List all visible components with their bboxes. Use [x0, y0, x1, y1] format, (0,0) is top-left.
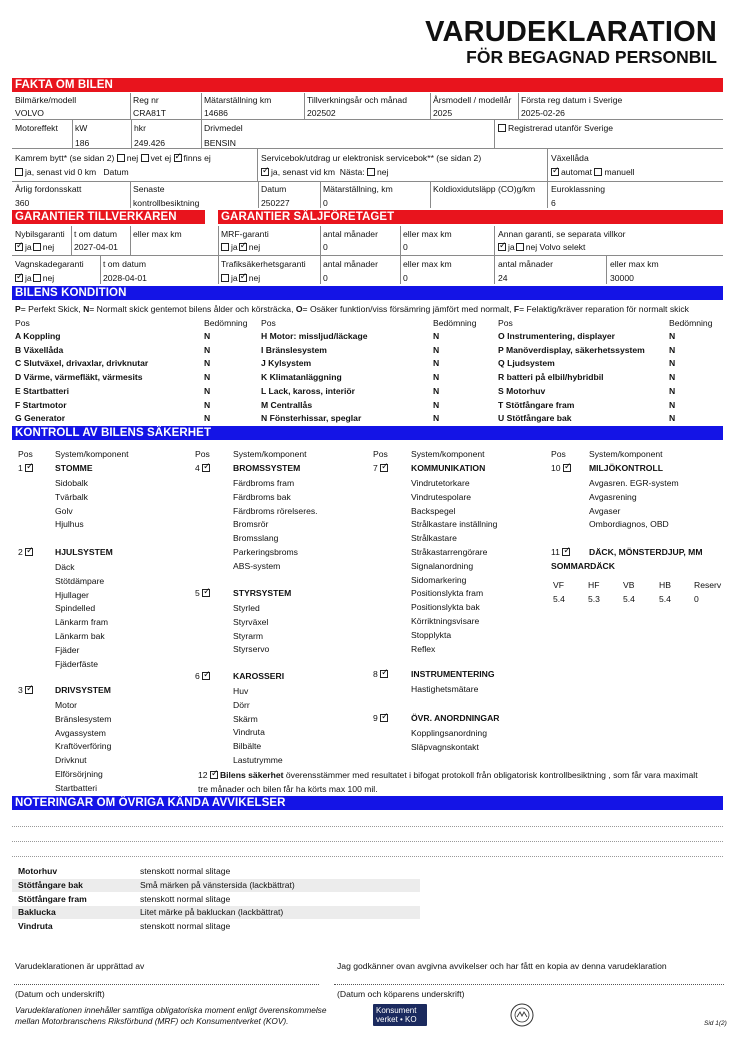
kontroll-group-checkbox[interactable] — [563, 464, 571, 472]
sig-right-sub: (Datum och köparens underskrift) — [337, 989, 465, 999]
ny-nej-checkbox[interactable] — [33, 243, 41, 251]
kontroll-group-checkbox[interactable] — [380, 670, 388, 678]
traf-months-label: antal månader — [323, 259, 378, 269]
notes-part: Baklucka — [18, 907, 56, 918]
kontroll-group-pos: 2 ✓ — [18, 547, 35, 557]
kontroll-item: Hjullager — [55, 589, 89, 600]
kontroll-group-name: ÖVR. ANORDNINGAR — [411, 713, 500, 723]
service-label: Servicebok/utdrag ur elektronisk servicebok** (se sidan 2) — [261, 153, 482, 163]
vagn-tom-label: t om datum — [103, 259, 146, 269]
kontroll-item: Hastighetsmätare — [411, 684, 479, 694]
kontroll-group-pos: 5 ✓ — [195, 588, 212, 598]
kontroll-group-name: STYRSYSTEM — [233, 588, 292, 598]
kontroll-pos-header-1: Pos — [18, 449, 33, 459]
kontroll-item: Golv — [55, 505, 73, 516]
kamrem-nej-checkbox[interactable] — [117, 154, 125, 162]
kontroll-item: Dörr — [233, 699, 250, 710]
ny-ja-checkbox[interactable] — [15, 243, 23, 251]
annan-months: 24 — [498, 273, 508, 283]
kontroll-group-name: KAROSSERI — [233, 671, 285, 681]
kontroll-item: Lastutrymme — [233, 755, 283, 765]
kontroll-item: Spindelled — [55, 603, 96, 614]
p12-row: 12 ✓ Bilens säkerhet överensstämmer med resultatet i bifogat protokoll från obligatorisk kontrollbesiktning , som får vara maximalt — [198, 770, 698, 780]
insp-date-label: Datum — [261, 184, 287, 194]
kondition-item-label: R batteri på elbil/hybridbil — [498, 372, 604, 383]
kontroll-item: Positionslykta fram — [411, 588, 484, 599]
kontroll-item: Bromsrör — [233, 519, 269, 530]
fuel-value: BENSIN — [204, 138, 236, 148]
section-garanti-tillv-header: GARANTIER TILLVERKAREN — [12, 210, 205, 224]
mrf-seal-icon — [510, 1003, 534, 1027]
kamrem-ja-row: ja, senast vid 0 km Datum — [15, 167, 129, 177]
kontroll-item: Fjäderfäste — [55, 658, 98, 669]
vagn-ja-checkbox[interactable] — [15, 274, 23, 282]
kondition-item-grade: N — [669, 385, 676, 396]
p12-checkbox[interactable] — [210, 771, 218, 779]
kond-pos-header-3: Pos — [498, 318, 513, 328]
kontroll-item: Strålkastare inställning — [411, 519, 498, 530]
first-reg-value: 2025-02-26 — [521, 108, 565, 118]
annan-row: ✓ja nej Volvo selekt — [498, 242, 585, 252]
mrf-row: ja✓ nej — [221, 242, 260, 252]
ny-date: 2027-04-01 — [74, 242, 118, 252]
kontroll-pos-header-3: Pos — [373, 449, 388, 459]
kondition-item-grade: N — [433, 413, 440, 424]
kontroll-item: Elförsörjning — [55, 769, 103, 779]
kondition-item-label: T Stötfångare fram — [498, 399, 575, 410]
kondition-legend: P= Perfekt Skick, N= Normalt skick gentemot bilens ålder och körsträcka, O= Osäker funktion/viss försämring jämfört med normalt, F= Felaktig/kräver reparation för normalt skick — [15, 304, 689, 314]
annan-ja-checkbox[interactable] — [498, 243, 506, 251]
kond-grade-header-1: Bedömning — [204, 318, 248, 328]
kontroll-item: Bromsslang — [233, 533, 279, 544]
tire-value: 5.4 — [553, 594, 565, 604]
kontroll-item: Avgaser — [589, 505, 621, 516]
kontroll-group-checkbox[interactable] — [25, 548, 33, 556]
kontroll-item: Stötdämpare — [55, 575, 105, 586]
tire-header: VF — [553, 580, 564, 590]
kondition-item-grade: N — [433, 344, 440, 355]
kontroll-group-name: STOMME — [55, 463, 93, 473]
kondition-item-label: N Fönsterhissar, speglar — [261, 413, 362, 424]
kontroll-group-name: HJULSYSTEM — [55, 547, 113, 557]
sig-left-line[interactable] — [14, 984, 319, 985]
kontroll-group-checkbox[interactable] — [562, 548, 570, 556]
kontroll-sys-header-3: System/komponent — [411, 449, 485, 459]
kontroll-group-checkbox[interactable] — [380, 464, 388, 472]
kontroll-item: Backspegel — [411, 505, 456, 516]
kondition-item-grade: N — [433, 399, 440, 410]
kontroll-item: Tvärbalk — [55, 491, 88, 502]
traf-km: 0 — [403, 273, 408, 283]
kontroll-group-pos: 3 ✓ — [18, 685, 35, 695]
kontroll-group-name: KOMMUNIKATION — [411, 463, 486, 473]
kondition-item-label: O Instrumentering, displayer — [498, 331, 615, 341]
kondition-item-grade: N — [204, 399, 211, 410]
service-nej-checkbox[interactable] — [367, 168, 375, 176]
kontroll-group-pos: 1 ✓ — [18, 463, 35, 473]
kondition-item-grade: N — [204, 344, 211, 355]
tire-header: HF — [588, 580, 600, 590]
brand-value: VOLVO — [15, 108, 44, 118]
kondition-item-label: D Värme, värmefläkt, värmesits — [15, 372, 143, 383]
mrf-months: 0 — [323, 242, 328, 252]
tire-header: VB — [623, 580, 635, 590]
kontroll-item: Länkarm fram — [55, 617, 109, 628]
traf-nej-checkbox[interactable] — [239, 274, 247, 282]
model-year-value: 2025 — [433, 108, 453, 118]
kontroll-item: Släpvagnskontakt — [411, 741, 479, 752]
ny-max-label: eller max km — [133, 229, 182, 239]
power-label: Motoreffekt — [15, 123, 58, 133]
kondition-item-label: K Klimatanläggning — [261, 372, 342, 383]
vagn-row: ✓ja nej — [15, 273, 54, 283]
kontroll-item: Hjulhus — [55, 519, 84, 530]
insp-date-value: 250227 — [261, 198, 290, 208]
kond-grade-header-2: Bedömning — [433, 318, 477, 328]
kondition-item-grade: N — [433, 372, 440, 383]
kamrem-row: Kamrem bytt* (se sidan 2) nej vet ej ✓ finns ej — [15, 153, 211, 163]
kontroll-item: Kopplingsanordning — [411, 728, 487, 738]
traf-ja-checkbox[interactable] — [221, 274, 229, 282]
kontroll-pos-header-2: Pos — [195, 449, 210, 459]
section-kondition-header: BILENS KONDITION — [12, 286, 723, 300]
kontroll-item: Signalanordning — [411, 560, 474, 571]
kontroll-item: Strålkastare — [411, 533, 457, 544]
kamrem-ja-checkbox[interactable] — [15, 168, 23, 176]
kontroll-item: Huv — [233, 686, 249, 696]
gear-auto-checkbox[interactable] — [551, 168, 559, 176]
kondition-item-grade: N — [669, 399, 676, 410]
kontroll-item: Ombordiagnos, OBD — [589, 519, 669, 530]
annan-km: 30000 — [610, 273, 634, 283]
traf-months: 0 — [323, 273, 328, 283]
kontroll-item: Startbatteri — [55, 782, 98, 793]
notes-text: stenskott normal slitage — [140, 893, 231, 904]
document-subtitle: FÖR BEGAGNAD PERSONBIL — [466, 47, 717, 67]
section-noteringar-header: NOTERINGAR OM ÖVRIGA KÄNDA AVVIKELSER — [12, 796, 723, 810]
footer-note-2: mellan Motorbranschens Riksförbund (MRF) och Konsumentverket (KOV). — [15, 1016, 289, 1026]
vagn-label: Vagnskadegaranti — [15, 259, 84, 269]
hkr-label: hkr — [134, 123, 146, 133]
tax-label: Årlig fordonsskatt — [15, 184, 82, 194]
kondition-item-grade: N — [669, 413, 676, 424]
hkr-value: 249.426 — [134, 138, 166, 148]
sig-right-label: Jag godkänner ovan avgivna avvikelser och har fått en kopia av denna varudeklaration — [337, 961, 667, 971]
kontroll-pos-header-4: Pos — [551, 449, 566, 459]
kondition-item-grade: N — [204, 331, 211, 341]
kamrem-vetej-checkbox[interactable] — [141, 154, 149, 162]
vagn-date: 2028-04-01 — [103, 273, 147, 283]
kontroll-item: Motor — [55, 700, 77, 710]
kontroll-group-checkbox[interactable] — [380, 714, 388, 722]
year-month-value: 202502 — [307, 108, 336, 118]
kondition-item-label: G Generator — [15, 413, 66, 424]
kamrem-finns-checkbox[interactable] — [174, 154, 182, 162]
kondition-item-grade: N — [204, 358, 211, 369]
page-number: Sid 1(2) — [704, 1020, 727, 1027]
gear-manual-checkbox[interactable] — [594, 168, 602, 176]
kontroll-item: Avgassystem — [55, 727, 106, 738]
odo-value: 14686 — [204, 108, 228, 118]
kondition-item-grade: N — [669, 358, 676, 369]
konsumentverket-logo: Konsument verket • KO — [373, 1004, 427, 1026]
ny-row: ✓ja nej — [15, 242, 54, 252]
kontroll-item: Färdbroms bak — [233, 491, 291, 502]
tire-header: HB — [659, 580, 671, 590]
kontroll-item: Däck — [55, 562, 75, 572]
traf-label: Trafiksäkerhetsgaranti — [221, 259, 306, 269]
kondition-item-label: C Slutväxel, drivaxlar, drivknutar — [15, 358, 149, 369]
kontroll-item: Styrväxel — [233, 616, 269, 627]
kondition-item-label: M Centrallås — [261, 399, 313, 410]
kontroll-group-name: DRIVSYSTEM — [55, 685, 111, 695]
kontroll-group-pos: 9 ✓ — [373, 713, 390, 723]
sig-right-line[interactable] — [334, 984, 724, 985]
kontroll-group-name: MILJÖKONTROLL — [589, 463, 663, 473]
mrf-months-label: antal månader — [323, 229, 378, 239]
sig-left-sub: (Datum och underskrift) — [15, 989, 105, 999]
kontroll-group-pos: 10 ✓ — [551, 463, 573, 473]
kontroll-item: Styrled — [233, 603, 260, 613]
notes-text: Litet märke på bakluckan (lackbättrat) — [140, 907, 284, 918]
vagn-nej-checkbox[interactable] — [33, 274, 41, 282]
kontroll-group-checkbox[interactable] — [202, 464, 210, 472]
notes-text: stenskott normal slitage — [140, 921, 231, 932]
section-kontroll-header: KONTROLL AV BILENS SÄKERHET — [12, 426, 723, 440]
traf-max-label: eller max km — [403, 259, 452, 269]
section-fakta-header: FAKTA OM BILEN — [12, 78, 723, 92]
kondition-item-label: E Startbatteri — [15, 385, 69, 396]
kondition-item-grade: N — [204, 372, 211, 383]
kontroll-item: Positionslykta bak — [411, 602, 480, 613]
sig-left-label: Varudeklarationen är upprättad av — [15, 961, 145, 971]
first-reg-label: Första reg datum i Sverige — [521, 95, 623, 105]
kw-value: 186 — [75, 138, 90, 148]
insp-odo-value: 0 — [323, 198, 328, 208]
kontroll-group-pos: 7 ✓ — [373, 463, 390, 473]
kontroll-item: Stopplykta — [411, 629, 452, 640]
kontroll-item: Avgasren. EGR-system — [589, 478, 679, 488]
traf-row: ja✓ nej — [221, 273, 260, 283]
section-garanti-salj-header: GARANTIER SÄLJFÖRETAGET — [218, 210, 723, 224]
kondition-item-grade: N — [204, 413, 211, 424]
notes-part: Vindruta — [18, 921, 53, 932]
reg-value: CRA81T — [133, 108, 166, 118]
annan-months-label: antal månader — [498, 259, 553, 269]
kondition-item-label: I Bränslesystem — [261, 344, 327, 355]
kontroll-item: Parkeringsbroms — [233, 547, 298, 557]
annan-max-label: eller max km — [610, 259, 659, 269]
kontroll-item: Stråkastarrengörare — [411, 547, 488, 557]
kontroll-item: Styrservo — [233, 644, 270, 655]
kondition-item-label: J Kylsystem — [261, 358, 312, 369]
mrf-nej-checkbox[interactable] — [239, 243, 247, 251]
reg-label: Reg nr — [133, 95, 159, 105]
kontroll-item: Sidomarkering — [411, 574, 467, 585]
kondition-item-grade: N — [669, 344, 676, 355]
notes-text: stenskott normal slitage — [140, 866, 231, 876]
kw-label: kW — [75, 123, 88, 133]
reg-abroad-checkbox[interactable]: Registrerad utanför Sverige — [498, 123, 613, 133]
tire-value: 5.4 — [623, 594, 635, 604]
tire-value: 5.3 — [588, 594, 600, 604]
annan-label: Annan garanti, se separata villkor — [498, 229, 626, 239]
notes-part: Motorhuv — [18, 866, 58, 876]
p12-row2: tre månader och bilen får ha körts max 100 mil. — [198, 784, 378, 794]
gear-label: Växellåda — [551, 153, 589, 163]
document-title: VARUDEKLARATION — [425, 16, 717, 48]
ny-label: Nybilsgaranti — [15, 229, 65, 239]
kondition-item-grade: N — [204, 385, 211, 396]
kondition-item-label: U Stötfångare bak — [498, 413, 572, 424]
tire-header: Reserv — [694, 580, 722, 590]
ny-tom-label: t om datum — [74, 229, 117, 239]
co2-label: Koldioxidutsläpp (CO)g/km — [433, 184, 536, 194]
kontroll-sys-header-1: System/komponent — [55, 449, 129, 459]
mrf-max-label: eller max km — [403, 229, 452, 239]
mrf-label: MRF-garanti — [221, 229, 269, 239]
kontroll-item: Avgasrening — [589, 491, 637, 502]
kontroll-group-checkbox[interactable] — [25, 464, 33, 472]
kondition-item-label: S Motorhuv — [498, 385, 546, 396]
annan-nej-checkbox[interactable] — [516, 243, 524, 251]
kondition-item-label: P Manöverdisplay, säkerhetssystem — [498, 344, 645, 355]
model-year-label: Årsmodell / modellår — [433, 95, 512, 105]
kontroll-item: Kraftöverföring — [55, 741, 112, 752]
kondition-item-grade: N — [433, 331, 440, 341]
kondition-item-label: F Startmotor — [15, 399, 67, 410]
kontroll-item: Skärm — [233, 713, 258, 724]
inspection-label2: kontrollbesiktning — [133, 198, 200, 208]
gear-row: ✓automat manuell — [551, 167, 635, 177]
insp-odo-label: Mätarställning, km — [323, 184, 393, 194]
footer-note-1: Varudeklarationen innehåller samtliga obligatoriska moment enligt överenskommelse — [15, 1005, 327, 1015]
kondition-item-grade: N — [433, 358, 440, 369]
kontroll-item: Reflex — [411, 643, 436, 654]
kontroll-item: Fjäder — [55, 644, 80, 655]
tire-value: 0 — [694, 594, 699, 604]
mrf-km: 0 — [403, 242, 408, 252]
kontroll-sys-header-4: System/komponent — [589, 449, 663, 459]
kontroll-group-name: DÄCK, MÖNSTERDJUP, MM — [589, 547, 703, 557]
euro-value: 6 — [551, 198, 556, 208]
kontroll-item: Länkarm bak — [55, 631, 105, 641]
odo-label: Mätarställning km — [204, 95, 272, 105]
kontroll-item: Körriktningsvisare — [411, 616, 480, 626]
kontroll-item: Vindrutespolare — [411, 491, 472, 502]
kontroll-group-pos: 4 ✓ — [195, 463, 212, 473]
kontroll-item: Vindrutetorkare — [411, 478, 470, 488]
kontroll-item: Styrarm — [233, 630, 264, 641]
notes-part: Stötfångare fram — [18, 893, 87, 904]
inspection-label: Senaste — [133, 184, 165, 194]
kondition-item-label: A Koppling — [15, 331, 61, 341]
kontroll-item: Vindruta — [233, 727, 265, 738]
brand-label: Bilmärke/modell — [15, 95, 77, 105]
kontroll-group-checkbox[interactable] — [202, 589, 210, 597]
kond-pos-header-2: Pos — [261, 318, 276, 328]
kontroll-sys-header-2: System/komponent — [233, 449, 307, 459]
fuel-label: Drivmedel — [204, 123, 243, 133]
kontroll-item: Sidobalk — [55, 478, 88, 488]
kontroll-item: Drivknut — [55, 755, 87, 766]
kontroll-item: Färdbroms fram — [233, 478, 295, 488]
kond-pos-header-1: Pos — [15, 318, 30, 328]
kondition-item-grade: N — [669, 372, 676, 383]
kontroll-group-checkbox[interactable] — [202, 672, 210, 680]
kontroll-group-pos: 6 ✓ — [195, 671, 212, 681]
tax-value: 360 — [15, 198, 30, 208]
notes-part: Stötfångare bak — [18, 879, 83, 890]
kondition-item-label: H Motor: missljud/läckage — [261, 331, 368, 341]
kondition-item-label: B Växellåda — [15, 344, 64, 355]
kontroll-group-pos: 11 ✓ — [551, 547, 572, 557]
kontroll-group-name: BROMSSYSTEM — [233, 463, 301, 473]
service-ja-checkbox[interactable] — [261, 168, 269, 176]
euro-label: Euroklassning — [551, 184, 605, 194]
mrf-ja-checkbox[interactable] — [221, 243, 229, 251]
kontroll-group-subname: SOMMARDÄCK — [551, 561, 615, 571]
kondition-item-grade: N — [669, 331, 676, 341]
kontroll-item: ABS-system — [233, 560, 281, 571]
service-row: ✓ja, senast vid km Nästa: nej — [261, 167, 388, 177]
kontroll-item: Bränslesystem — [55, 713, 112, 724]
notes-text: Små märken på vänstersida (lackbättrat) — [140, 879, 295, 890]
kondition-item-label: L Lack, kaross, interiör — [261, 385, 355, 396]
kondition-item-label: Q Ljudsystem — [498, 358, 555, 369]
kondition-item-grade: N — [433, 385, 440, 396]
kontroll-item: Färdbroms rörelseres. — [233, 505, 318, 516]
tire-value: 5.4 — [659, 594, 671, 604]
year-month-label: Tillverkningsår och månad — [307, 95, 407, 105]
kontroll-group-name: INSTRUMENTERING — [411, 669, 495, 679]
kontroll-group-pos: 8 ✓ — [373, 669, 390, 679]
checkbox-icon — [498, 124, 506, 132]
kontroll-item: Bilbälte — [233, 741, 262, 752]
kontroll-group-checkbox[interactable] — [25, 686, 33, 694]
kond-grade-header-3: Bedömning — [669, 318, 713, 328]
